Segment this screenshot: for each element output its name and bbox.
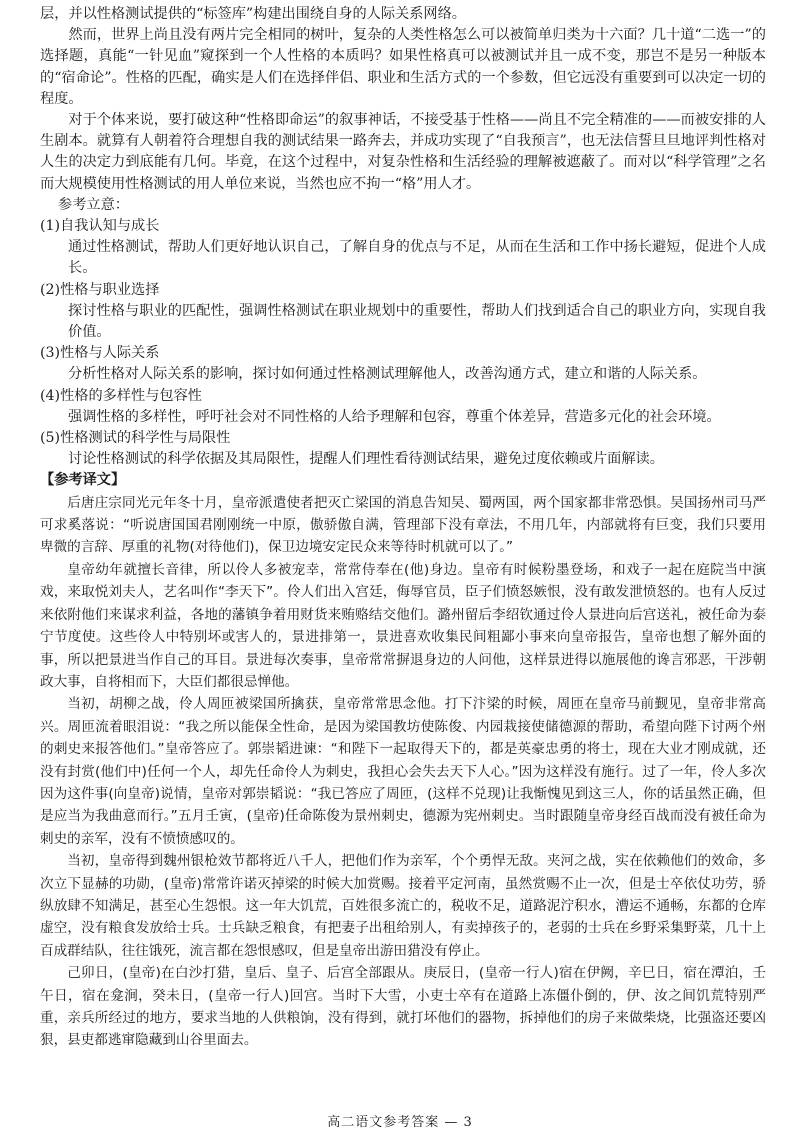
translation-paragraph-4: 当初，皇帝得到魏州银枪效节都将近八千人，把他们作为亲军，个个勇悍无敌。夹河之战，实在依赖他们的效命，多次立下显赫的功勋，(皇帝)常常许诺灭掉梁的时候大加赏赐。接着平定河南，虽然赏赐不止一次，但是士卒依仗功劳，骄纵放肆不知满足，甚至心生怨恨。这一年大饥荒，百姓很多流亡的，税收不足，道路泥泞积水，漕运不通畅，东都的仓库虚空，没有粮食发放给士兵。士兵缺乏粮食，有把妻子出租给别人，有卖掉孩子的，老弱的士兵在乡野采集野菜，几十上百成群结队，往往饿死，流言都在怨恨感叹，但是皇帝出游田猎没有停止。 (40, 853, 766, 959)
essay-paragraph-0: 层，并以性格测试提供的“标签库”构建出围绕自身的人际关系网络。 (40, 6, 466, 22)
reference-ideas-label: 参考立意： (58, 196, 129, 213)
reference-idea-1 (40, 216, 766, 280)
translation-body (40, 492, 766, 1052)
translation-paragraph-3: 当初，胡柳之战，伶人周匝被梁国所擒获，皇帝常常思念他。打下汴梁的时候，周匝在皇帝马前觐见，皇帝非常高兴。周匝流着眼泪说：“我之所以能保全性命，是因为梁国教坊使陈俊、内园栽接使储德源的帮助，希望向陛下讨两个州的刺史来报答他们。”皇帝答应了。郭崇韬进谏：“和陛下一起取得天下的，都是英豪忠勇的将士，现在大业才刚成就，还没有封赏(他们中)任何一个人，却先任命伶人为刺史，我担心会失去天下人心。”因为这样没有施行。过了一年，伶人多次因为这件事(向皇帝)说情，皇帝对郭崇韬说：“我已答应了周匝，(这样不兑现)让我惭愧见到这三人，你的话虽然正确，但是应当为我曲意而行。”五月壬寅，(皇帝)任命陈俊为景州刺史，德源为宪州刺史。当时跟随皇帝身经百战而没有被任命为刺史的亲军，没有不愤愤感叹的。 (40, 696, 766, 847)
reference-idea-3 (40, 343, 766, 385)
idea-body: 强调性格的多样性，呼吁社会对不同性格的人给予理解和包容，尊重个体差异，营造多元化的社会环境。 (68, 408, 721, 425)
idea-body: 分析性格对人际关系的影响，探讨如何通过性格测试理解他人，改善沟通方式，建立和谐的人际关系。 (68, 366, 707, 383)
reference-idea-5 (40, 428, 766, 470)
idea-title: (3)性格与人际关系 (40, 345, 160, 362)
essay-paragraph-1: 然而，世界上尚且没有两片完全相同的树叶，复杂的人类性格怎么可以被简单归类为十六面？几十道“二选一”的选择题，真能“一针见血”窥探到一个人性格的本质吗？如果性格真可以被测试并且一成不变，那岂不是另一种版本的“宿命论”。性格的匹配，确实是人们在选择伴侣、职业和生活方式的一个参数，但它远没有重要到可以决定一切的程度。 (40, 27, 766, 107)
idea-title: (4)性格的多样性与包容性 (40, 387, 202, 404)
essay-paragraph-2: 对于个体来说，要打破这种“性格即命运”的叙事神话，不接受基于性格——尚且不完全精准的——而被安排的人生剧本。就算有人朝着符合理想自我的测试结果一路奔去，并成功实现了“自我预言”，也无法信誓旦旦地评判性格对人生的决定力到底能有几何。毕竟，在这个过程中，对复杂性格和生活经验的理解被遮蔽了。而对以“科学管理”之名而大规模使用性格测试的用人单位来说，当然也应不拘一“格”用人才。 (40, 112, 766, 192)
idea-body: 探讨性格与职业的匹配性，强调性格测试在职业规划中的重要性，帮助人们找到适合自己的职业方向，实现自我价值。 (68, 302, 766, 341)
translation-heading: 【参考译文】 (40, 472, 126, 489)
idea-body: 讨论性格测试的科学依据及其局限性，提醒人们理性看待测试结果，避免过度依赖或片面解读。 (68, 451, 664, 468)
page-footer: 高二语文参考答案 — 3 (327, 1115, 473, 1130)
translation-paragraph-2: 皇帝幼年就擅长音律，所以伶人多被宠幸，常常侍奉在(他)身边。皇帝有时候粉墨登场，和戏子一起在庭院当中演戏，来取悦刘夫人，艺名叫作“李天下”。伶人们出入宫廷，侮辱官员，臣子们愤怒嫉恨，没有敢发泄愤怒的。也有人反过来依附他们来谋求利益，各地的藩镇争着用财货来贿赂结交他们。潞州留后李绍钦通过伶人景进向后宫送礼，被任命为泰宁节度使。这些伶人中特别坏或害人的，景进排第一，景进喜欢收集民间粗鄙小事来向皇帝报告，皇帝也想了解外面的事，所以把景进当作自己的耳目。景进每次奏事，皇帝常常摒退身边的人问他，这样景进得以施展他的谗言邪恶，干涉朝政大事，自将相而下，大臣们都很忌惮他。 (40, 561, 766, 690)
translation-paragraph-1: 后唐庄宗同光元年冬十月，皇帝派遣使者把灭亡梁国的消息告知吴、蜀两国，两个国家都非常恐惧。吴国扬州司马严可求奚落说：“听说唐国国君刚刚统一中原，傲骄傲自满，管理部下没有章法，不用几年，内部就将有巨变，我们只要用卑微的言辞、厚重的礼物(对待他们)，保卫边境安定民众来等待时机就可以了。” (40, 494, 766, 556)
idea-title: (1)自我认知与成长 (40, 218, 160, 235)
idea-title: (2)性格与职业选择 (40, 281, 160, 298)
idea-body: 通过性格测试，帮助人们更好地认识自己，了解自身的优点与不足，从而在生活和工作中扬长避短，促进个人成长。 (68, 239, 766, 277)
translation-paragraph-5: 己卯日，(皇帝)在白沙打猎，皇后、皇子、后宫全部跟从。庚辰日，(皇帝一行人)宿在伊阙，辛巳日，宿在潭泊，壬午日，宿在龛涧，癸未日，(皇帝一行人)回宫。当时下大雪，小吏士卒有在道路上冻僵仆倒的，伊、汝之间饥荒特别严重，亲兵所经过的地方，要求当地的人供粮饷，没有得到，就打坏他们的器物，拆掉他们的房子来做柴烧，比强盗还要凶狠，县吏都逃窜隐藏到山谷里面去。 (40, 965, 766, 1049)
reference-idea-4 (40, 386, 766, 428)
idea-title: (5)性格测试的科学性与局限性 (40, 430, 231, 447)
answer-page (40, 4, 766, 1052)
reference-idea-2 (40, 280, 766, 344)
